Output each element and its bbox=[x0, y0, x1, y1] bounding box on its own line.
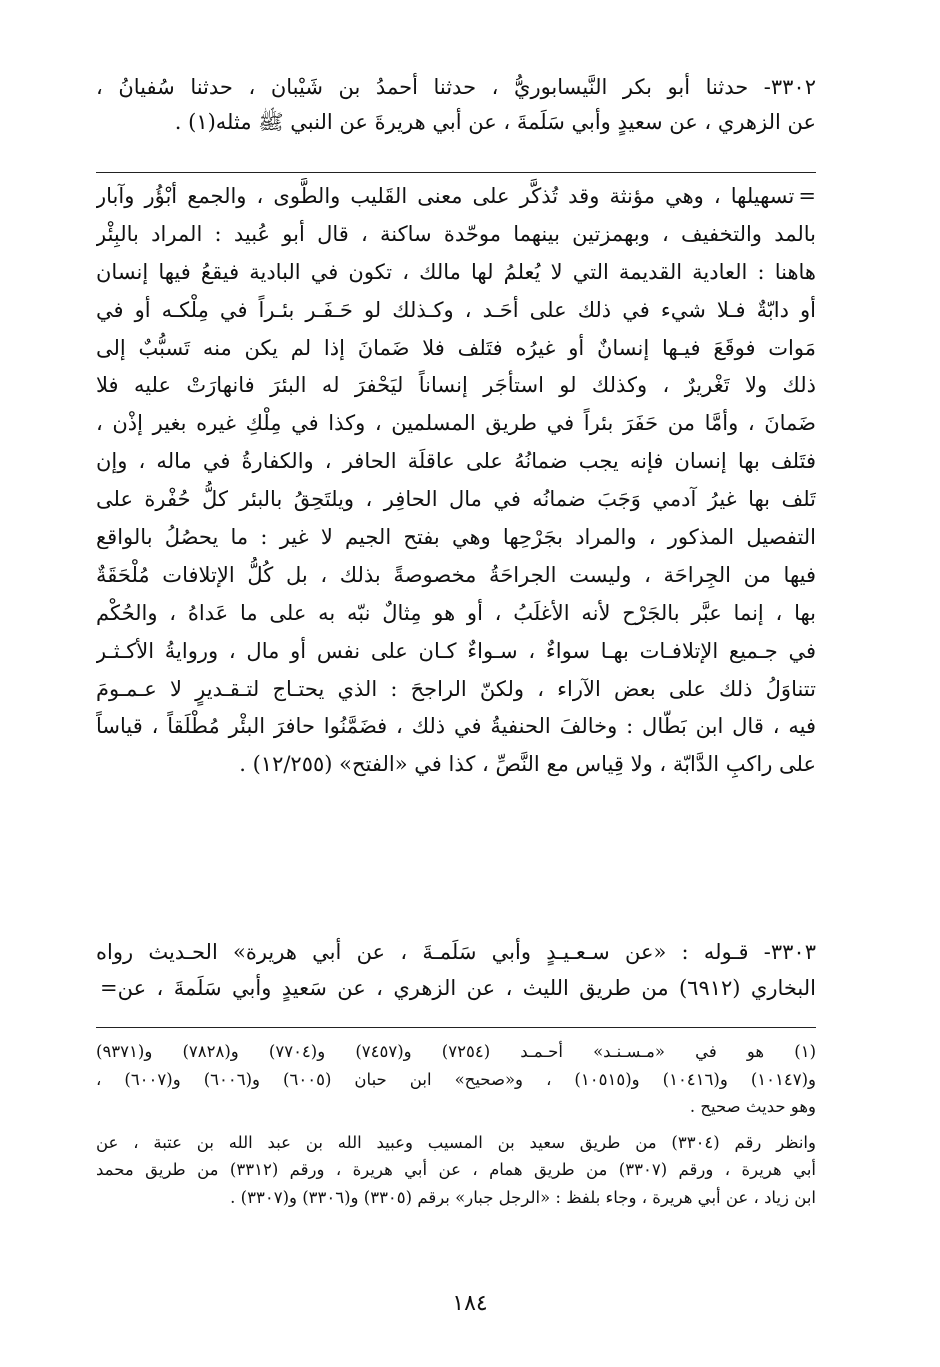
commentary-line-7: ضَمانَ ، وأمَّا من حَفَرَ بئراً في طريق المسلمين ، وكذا في مِلْكِ غيره بغير إذْن ، bbox=[96, 411, 816, 436]
footnotes bbox=[96, 1038, 816, 1211]
footnote-2-line-3: ابن زياد ، عن أبي هريرة ، وجاء بلفظ : «الرجل جبار» برقم (٣٣٠٥) و(٣٣٠٦) و(٣٣٠٧) . bbox=[230, 1187, 816, 1207]
commentary-line-14: تتناوَلُ ذلك على بعض الآراء ، ولكنّ الراجحَ : الذي يحتـاج لتـقـديرٍ لا عـمـومَ bbox=[96, 676, 816, 701]
commentary-line-2: بالمد والتخفيف ، وبهمزتين بينهما موحّدة ساكنة ، قال أبو عُبيد : المراد بالبِئْر bbox=[96, 221, 816, 246]
commentary-3303-line-1: ٣٣٠٣- قـوله : «عن سـعـيـدٍ وأبي سَلَمـةَ ، عن أبي هريرة» الحـديث رواه bbox=[96, 940, 816, 964]
footnote-1-line-3: وهو حديث صحيح . bbox=[689, 1097, 816, 1116]
footnote-separator-rule bbox=[96, 1027, 816, 1028]
page-number: ١٨٤ bbox=[452, 1291, 488, 1316]
continuation-mark: = bbox=[798, 184, 816, 208]
hadith-3302 bbox=[96, 70, 816, 140]
commentary-line-10: التفصيل المذكور ، والمراد بجَرْحِها وهي بفتح الجيم لا غير : ما يحصُلُ بالواقع bbox=[96, 525, 816, 550]
commentary-line-6: ذلك ولا تَغْريرٌ ، وكذلك لو استأجَر إنساناً ليَحْفرَ له البئرَ فانهارَتْ عليه فلا bbox=[96, 373, 816, 398]
footnote-1-line-2: و(١٠١٤٧) و(١٠٤١٦) و(١٠٥١٥) ، و«صحيح» ابن حبان (٦٠٠٥) و(٦٠٠٦) و(٦٠٠٧) ، bbox=[96, 1069, 816, 1089]
footnote-1-line-1: (١) هو في «مـسـنـد» أحـمـد (٧٢٥٤) و(٧٤٥٧) و(٧٧٠٤) و(٧٨٢٨) و(٩٣٧١) bbox=[96, 1042, 816, 1061]
commentary-line-1 bbox=[96, 178, 816, 216]
commentary-line-4: أو دابّةٌ فـلا شيء في ذلك على أحَـد ، وكـذلك لو حَـفَـر بئـراً في مِلْكـه أو في bbox=[96, 297, 816, 322]
commentary-line-15: فيه ، قال ابن بَطّال : وخالفَ الحنفيةُ في ذلك ، فضَمَّنُوا حافرَ البئْر مُطْلَقاً ، قياساً bbox=[96, 714, 816, 739]
top-separator-rule bbox=[96, 172, 816, 173]
footnote-gap bbox=[96, 1121, 816, 1129]
footnote-2-line-1: وانظر رقم (٣٣٠٤) من طريق سعيد بن المسيب وعبيد الله بن عبد الله بن عتبة ، عن bbox=[96, 1132, 816, 1152]
commentary-line-11: فيها من الجِراحَة ، وليست الجراحَةُ مخصوصةً بذلك ، بل كُلُّ الإتلافات مُلْحَقَةٌ bbox=[96, 562, 816, 587]
commentary-line-8: فتَلف بها إنسان فإنه يجب ضمانُهُ على عاقلَة الحافر ، والكفارةُ في ماله ، وإن bbox=[96, 449, 816, 474]
hadith-3302-line-2: عن الزهري ، عن سعيدٍ وأبي سَلَمةَ ، عن أبي هريرةَ عن النبي ﷺ مثله(١) . bbox=[174, 110, 816, 134]
commentary-line-5: مَوات فوقَعَ فيـها إنسانٌ أو غيرُه فتَلف فلا ضَمانَ إذا لم يكن منه تَسبُّبٌ إلى bbox=[96, 335, 816, 360]
commentary bbox=[96, 178, 816, 784]
commentary-line-9: تَلف بها غيرُ آدمي وَجَبَ ضمانُه في مال الحافِر ، ويلتَحِقُ بالبئر كلُّ حُفْرة على bbox=[96, 487, 816, 512]
commentary-line-16: على راكبِ الدَّابّة ، ولا قِياس مع النَّصِّ ، كذا في «الفتح» (١٢/٢٥٥) . bbox=[239, 752, 816, 777]
commentary-3303-line-2-text: البخاري (٦٩١٢) من طريق الليث ، عن الزهري ، عن سَعيدٍ وأبي سَلَمةَ ، عن bbox=[117, 976, 816, 1000]
hadith-3302-line-1: ٣٣٠٢- حدثنا أبو بكر النَّيسابوريُّ ، حدثنا أحمدُ بن شَيْبان ، حدثنا سُفيانُ ، bbox=[96, 75, 816, 99]
commentary-3303-line-2 bbox=[96, 970, 816, 1006]
commentary-3303 bbox=[96, 934, 816, 1006]
commentary-line-12: بها ، إنما عبَّر بالجَرْح لأنه الأغلَبُ ، أو هو مِثالٌ نبّه به على ما عَداهُ ، والحُكْم bbox=[96, 600, 816, 625]
footnote-2-line-2: أبي هريرة ، ورقم (٣٣٠٧) من طريق همام ، عن أبي هريرة ، ورقم (٣٣١٢) من طريق محمد bbox=[96, 1160, 816, 1179]
commentary-line-3: هاهنا : العادية القديمة التي لا يُعلمُ لها مالك ، تكون في البادية فيقعُ فيها إنسان bbox=[96, 259, 816, 284]
commentary-line-13: في جـميع الإتلافـات بهـا سواءٌ ، سـواءٌ كـان على نفس أو مال ، وروايةُ الأكـثـر bbox=[96, 638, 816, 663]
continuation-mark-end: = bbox=[100, 976, 118, 1000]
commentary-line-1-text: تسهيلها ، وهي مؤنثة وقد تُذكَّر على معنى القَليب والطَّوى ، والجمع أبْؤُر وآبار bbox=[96, 184, 795, 208]
